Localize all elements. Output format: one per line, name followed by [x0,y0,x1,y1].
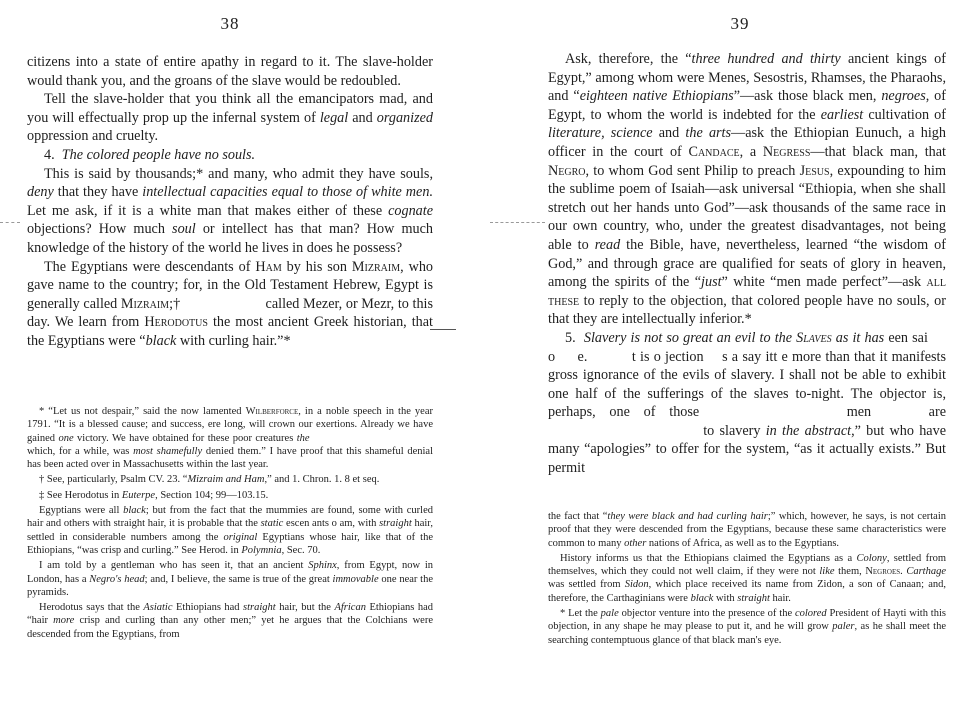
margin-dash-right [490,222,545,223]
margin-dash-left [0,222,20,223]
footnote-herodotus: ‡ See Herodotus in Euterpe, Section 104; 99—103.15. [39,489,269,501]
footnote-mummies: Egyptians were all black; but from the fact that the mummies are found, some with curled hair and others with straight hair, it is probable that the static escen ants o am, with straight hair, settled in considerable numbers among the original Egyptians whose hair, like that of the Ethiopians, “was crisp and curling.” See Herod. in Polymnia, Sec. 70. [27,505,434,556]
paragraph-apathy: citizens into a state of entire apathy in regard to it. The slave-holder would thank you, and the groans of the slave would be redoubled. [27,54,433,89]
footnote-colchians-cont: the fact that “they were black and had curling hair;” which, however, he says, is not certain proof that they were descended from the Egyptians, because these same characteristics were common to many other nations of Africa, as well as to the Egyptians. [548,511,946,549]
paragraph-ask-therefore: Ask, therefore, the “three hundred and thirty ancient kings of Egypt,” among whom were Menes, Sesostris, Rhamses, the Pharaohs, and “eighteen native Ethiopians”—ask those black men, negroes, of Egypt, to whom the world is indebted for the earliest cultivation of literature, science and the arts—ask the Ethiopian Eunuch, a high officer in the court of Candace, a Negress—that black man, that Negro, to whom God sent Philip to preach Jesus, expounding to him the sublime poem of Isaiah—ask universal “Ethiopia, when she shall stretch out her hands unto God”—ask thousands of the same race in our own country, who, under the greatest disadvantages, not being able to read the Bible, have, nevertheless, learned “the wisdom of God,” and through grace are qualified for seats of glory in heaven, among the spirits of the “just” white “men made perfect”—ask all these to reply to the objection, that colored people have no souls, or that they are intellectually inferior.* [548,51,947,328]
footnote-hayti: * Let the pale objector venture into the presence of the colored President of Hayti with this objection, in any shape he may please to put it, and he will grow paler, as he shall meet the searching contemptuous glance of that black man's eye. [548,608,946,646]
left-footnotes [27,405,433,643]
page-number-right: 39 [730,14,750,33]
footnote-sphinx: I am told by a gentleman who has seen it, that an ancient Sphinx, from Egypt, now in London, has a Negro's head; and, I believe, the same is true of the great immovable one near the pyramids. [27,560,433,598]
paragraph-egyptians: The Egyptians were descendants of Ham by his son Mizraim, who gave name to the country; for, in the Old Testament Hebrew, Egypt is generally called Mizraim;† called Mezer, or Mezr, to this day. We learn from Herodotus the most ancient Greek historian, that the Egyptians were “black with curling hair.”* [27,258,434,349]
footnote-wilberforce: * “Let us not despair,” said the now lamented Wilberforce, in a noble speech in the year 1791. “It is a blessed cause; and success, ere long, will crown our exertions. Already we have gained one victory. We have obtained for these poor creatures the which, for a while, was most shamefully denied them.” I have proof that this shameful denial has been acted over in Massachusetts within the last year. [27,406,434,471]
footnote-colony: History informs us that the Ethiopians claimed the Egyptians as a Colony, settled from themselves, which they could not well claim, if they were not like them, Negroes. Carthage was settled from Sidon, which place received its name from Zidon, a son of Canaan; and, therefore, the Carthaginians were black with straight hair. [548,552,946,604]
paragraph-thousands: This is said by thousands;* and many, who admit they have souls, deny that they have intellectual capacities equal to those of white men. Let me ask, if it is a white man that makes either of these cognate objections? How much soul or intellect has that man? How much knowledge of the history of the world he lives in does he possess? [27,165,433,256]
footnote-colchians: Herodotus says that the Asiatic Ethiopians had straight hair, but the African Ethiopians had “hair more crisp and curling than any other men;” yet he argues that the Colchians were descended from the Egyptians, from [27,602,433,640]
paragraph-emancipators: Tell the slave-holder that you think all the emancipators mad, and you will effectually prop up the infernal system of legal and organized oppression and cruelty. [27,91,433,145]
footnote-psalm: † See, particularly, Psalm CV. 23. “Mizraim and Ham,” and 1. Chron. 1. 8 et seq. [39,474,380,486]
right-footnotes [548,510,946,649]
right-page [490,0,980,715]
paragraph-slavery-evil: 5. Slavery is not so great an evil to the Slaves as it has een sai o e. t is o jection s a say itt e more than that it manifests gross ignorance of the evils of slavery. I shall not be able to exhibit one half of the sufferings of the slaves to-night. The objector is, perhaps, one of those men are to slavery in the abstract,” but who have many “apologies” to offer for the system, “as it actually exists.” But permit [548,329,947,477]
heading-objection-4: 4. The colored people have no souls. [44,146,256,163]
left-body [27,53,433,351]
right-body [548,50,946,478]
margin-rule [430,329,456,330]
page-number-left: 38 [220,14,240,33]
